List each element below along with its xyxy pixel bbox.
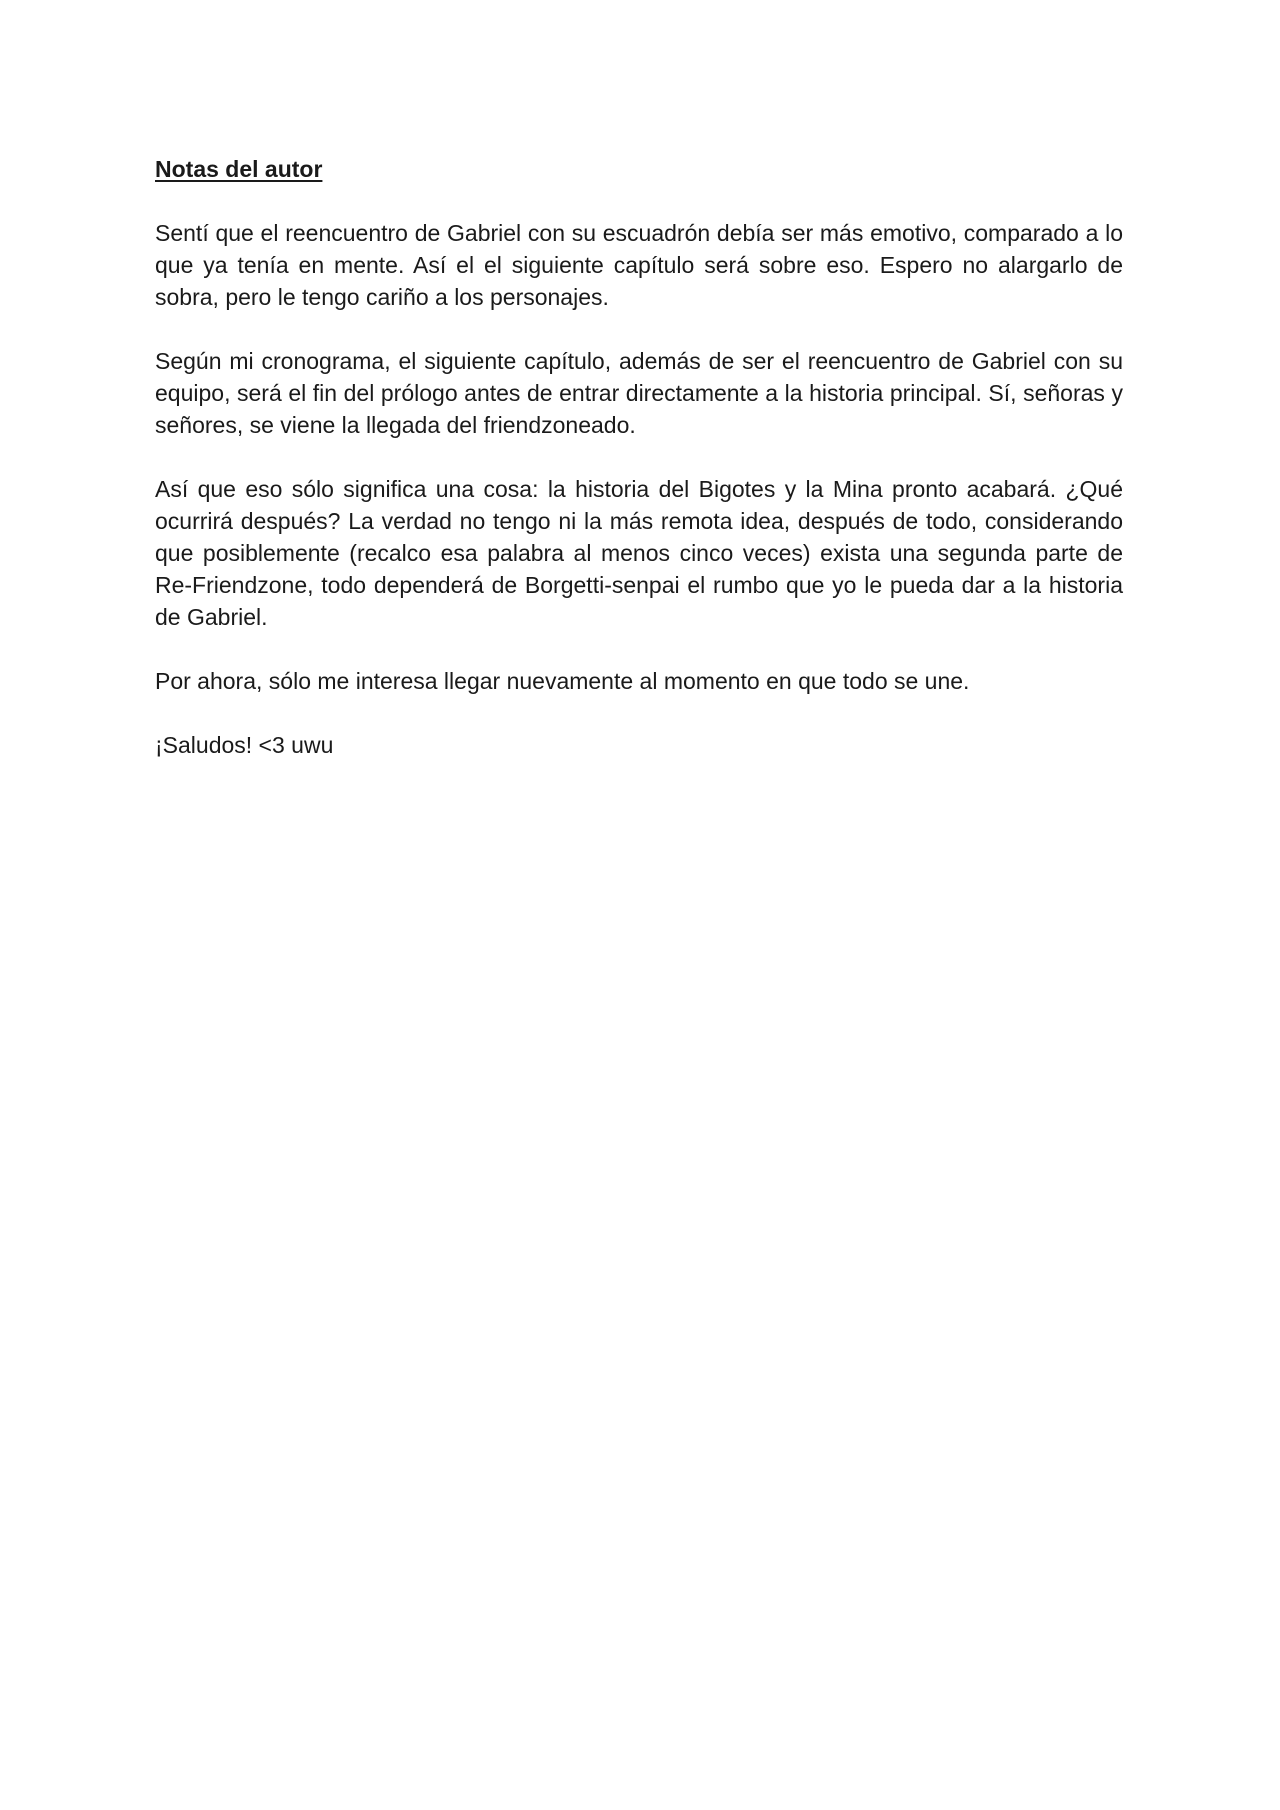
paragraph-1: Sentí que el reencuentro de Gabriel con su escuadrón debía ser más emotivo, comparado a lo que ya tenía en mente. Así el el siguiente capítulo será sobre eso. Espero no alargarlo de sobra, pero le tengo cariño a los personajes. — [155, 220, 1123, 310]
paragraph-4: Por ahora, sólo me interesa llegar nuevamente al momento en que todo se une. — [155, 668, 970, 694]
paragraph-2: Según mi cronograma, el siguiente capítulo, además de ser el reencuentro de Gabriel con su equipo, será el fin del prólogo antes de entrar directamente a la historia principal. Sí, señoras y señores, se viene la llegada del friendzoneado. — [155, 348, 1123, 438]
notes-heading: Notas del autor — [155, 156, 323, 182]
paragraph-3: Así que eso sólo significa una cosa: la historia del Bigotes y la Mina pronto acabará. ¿Qué ocurrirá después? La verdad no tengo ni la más remota idea, después de todo, considerando que posiblemente (recalco esa palabra al menos cinco veces) exista una segunda parte de Re-Friendzone, todo dependerá de Borgetti-senpai el rumbo que yo le pueda dar a la historia de Gabriel. — [155, 476, 1123, 630]
closing-greeting: ¡Saludos! <3 uwu — [155, 732, 334, 758]
document-body — [155, 153, 1123, 793]
